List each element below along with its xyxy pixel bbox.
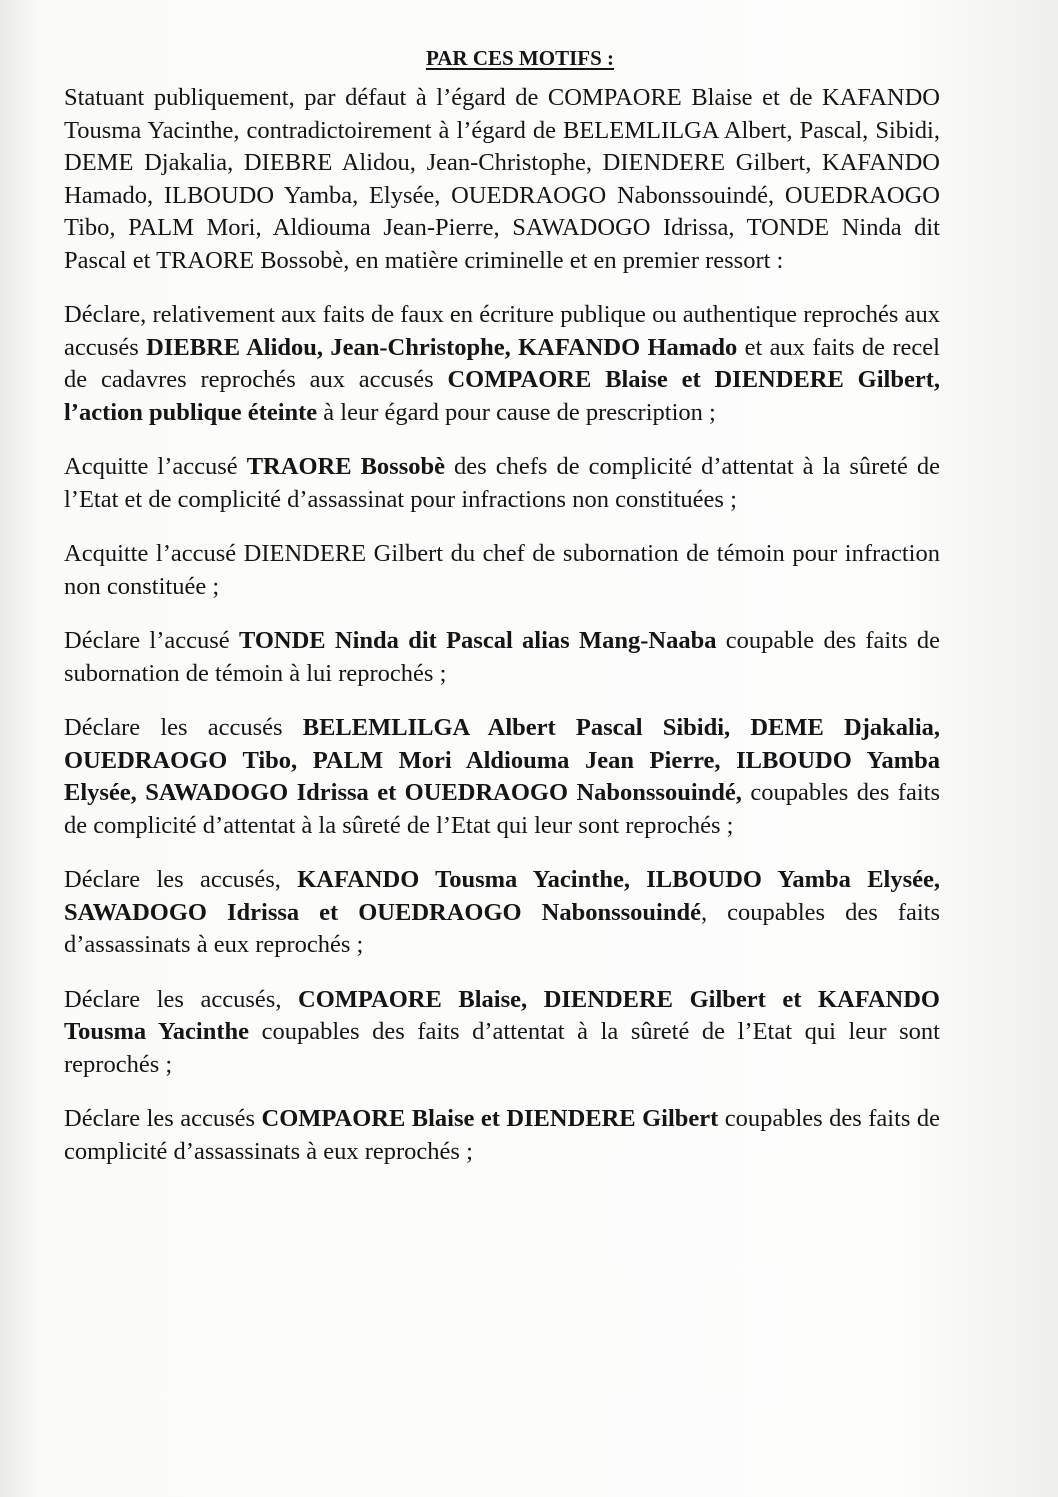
paragraph-text: et aux faits de recel de cadavres reprochés aux accusés <box>64 333 940 393</box>
bold-text: COMPAORE Blaise, DIENDERE Gilbert et KAFANDO Tousma Yacinthe <box>64 985 940 1045</box>
bold-text: DIEBRE Alidou, Jean-Christophe, KAFANDO Hamado <box>146 333 738 361</box>
paragraph-text: coupable des faits de subornation de témoin à lui reprochés ; <box>64 627 940 687</box>
verdict-paragraph <box>64 984 940 1082</box>
document-body <box>64 82 940 1190</box>
verdict-paragraph <box>64 1103 940 1168</box>
paragraph-text: coupables des faits de complicité d’assassinats à eux reprochés ; <box>64 1105 940 1165</box>
paragraph-text: , coupables des faits d’assassinats à eux reprochés ; <box>64 898 940 958</box>
verdict-paragraph <box>64 538 940 603</box>
bold-text: COMPAORE Blaise et DIENDERE Gilbert <box>261 1105 719 1132</box>
bold-text: BELEMLILGA Albert Pascal Sibidi, DEME Djakalia, OUEDRAOGO Tibo, PALM Mori Aldiouma Jean Pierre, ILBOUDO Yamba Elysée, SAWADOGO Idrissa et OUEDRAOGO Nabonssouindé, <box>64 714 940 806</box>
verdict-paragraph <box>64 299 940 429</box>
paragraph-text: coupables des faits de complicité d’attentat à la sûreté de l’Etat qui leur sont reprochés ; <box>64 779 940 839</box>
verdict-paragraph <box>64 451 940 516</box>
verdict-paragraph <box>64 625 940 690</box>
verdict-paragraph <box>64 82 940 277</box>
paragraph-text: Déclare, relativement aux faits de faux en écriture publique ou authentique reprochés aux accusés <box>64 301 940 361</box>
bold-text: TRAORE Bossobè <box>246 453 445 480</box>
paragraph-text: à leur égard pour cause de prescription ; <box>317 398 716 426</box>
section-title: PAR CES MOTIFS : <box>425 46 615 70</box>
paragraph-text: Acquitte l’accusé <box>64 453 247 480</box>
bold-text: KAFANDO Tousma Yacinthe, ILBOUDO Yamba Elysée, SAWADOGO Idrissa et OUEDRAOGO Nabonssouindé <box>64 866 940 926</box>
paragraph-text: des chefs de complicité d’attentat à la sûreté de l’Etat et de complicité d’assassinat pour infractions non constituées ; <box>64 453 941 513</box>
paragraph-text: Statuant publiquement, par défaut à l’égard de COMPAORE Blaise et de KAFANDO Tousma Yacinthe, contradictoirement à l’égard de BELEMLILGA Albert, Pascal, Sibidi, DEME Djakalia, DIEBRE Alidou, Jean-Christophe, DIENDERE Gilbert, KAFANDO Hamado, ILBOUDO Yamba, Elysée, OUEDRAOGO Nabonssouindé, OUEDRAOGO Tibo, PALM Mori, Aldiouma Jean-Pierre, SAWADOGO Idrissa, TONDE Ninda dit Pascal et TRAORE Bossobè, en matière criminelle et en premier ressort : <box>64 84 940 274</box>
verdict-paragraph <box>64 864 940 962</box>
paragraph-text: coupables des faits d’attentat à la sûreté de l’Etat qui leur sont reprochés ; <box>64 1018 940 1078</box>
paragraph-text: Déclare les accusés, <box>64 866 298 893</box>
paragraph-text: Déclare les accusés <box>64 1105 262 1132</box>
paragraph-text: Acquitte l’accusé DIENDERE Gilbert du chef de subornation de témoin pour infraction non constituée ; <box>64 540 940 600</box>
bold-text: TONDE Ninda dit Pascal alias Mang-Naaba <box>238 627 717 654</box>
verdict-paragraph <box>64 712 940 842</box>
paragraph-text: Déclare l’accusé <box>64 627 239 654</box>
paragraph-text: Déclare les accusés, <box>64 985 299 1013</box>
paragraph-text: Déclare les accusés <box>64 714 303 741</box>
bold-text: COMPAORE Blaise et DIENDERE Gilbert, l’action publique éteinte <box>64 366 940 426</box>
